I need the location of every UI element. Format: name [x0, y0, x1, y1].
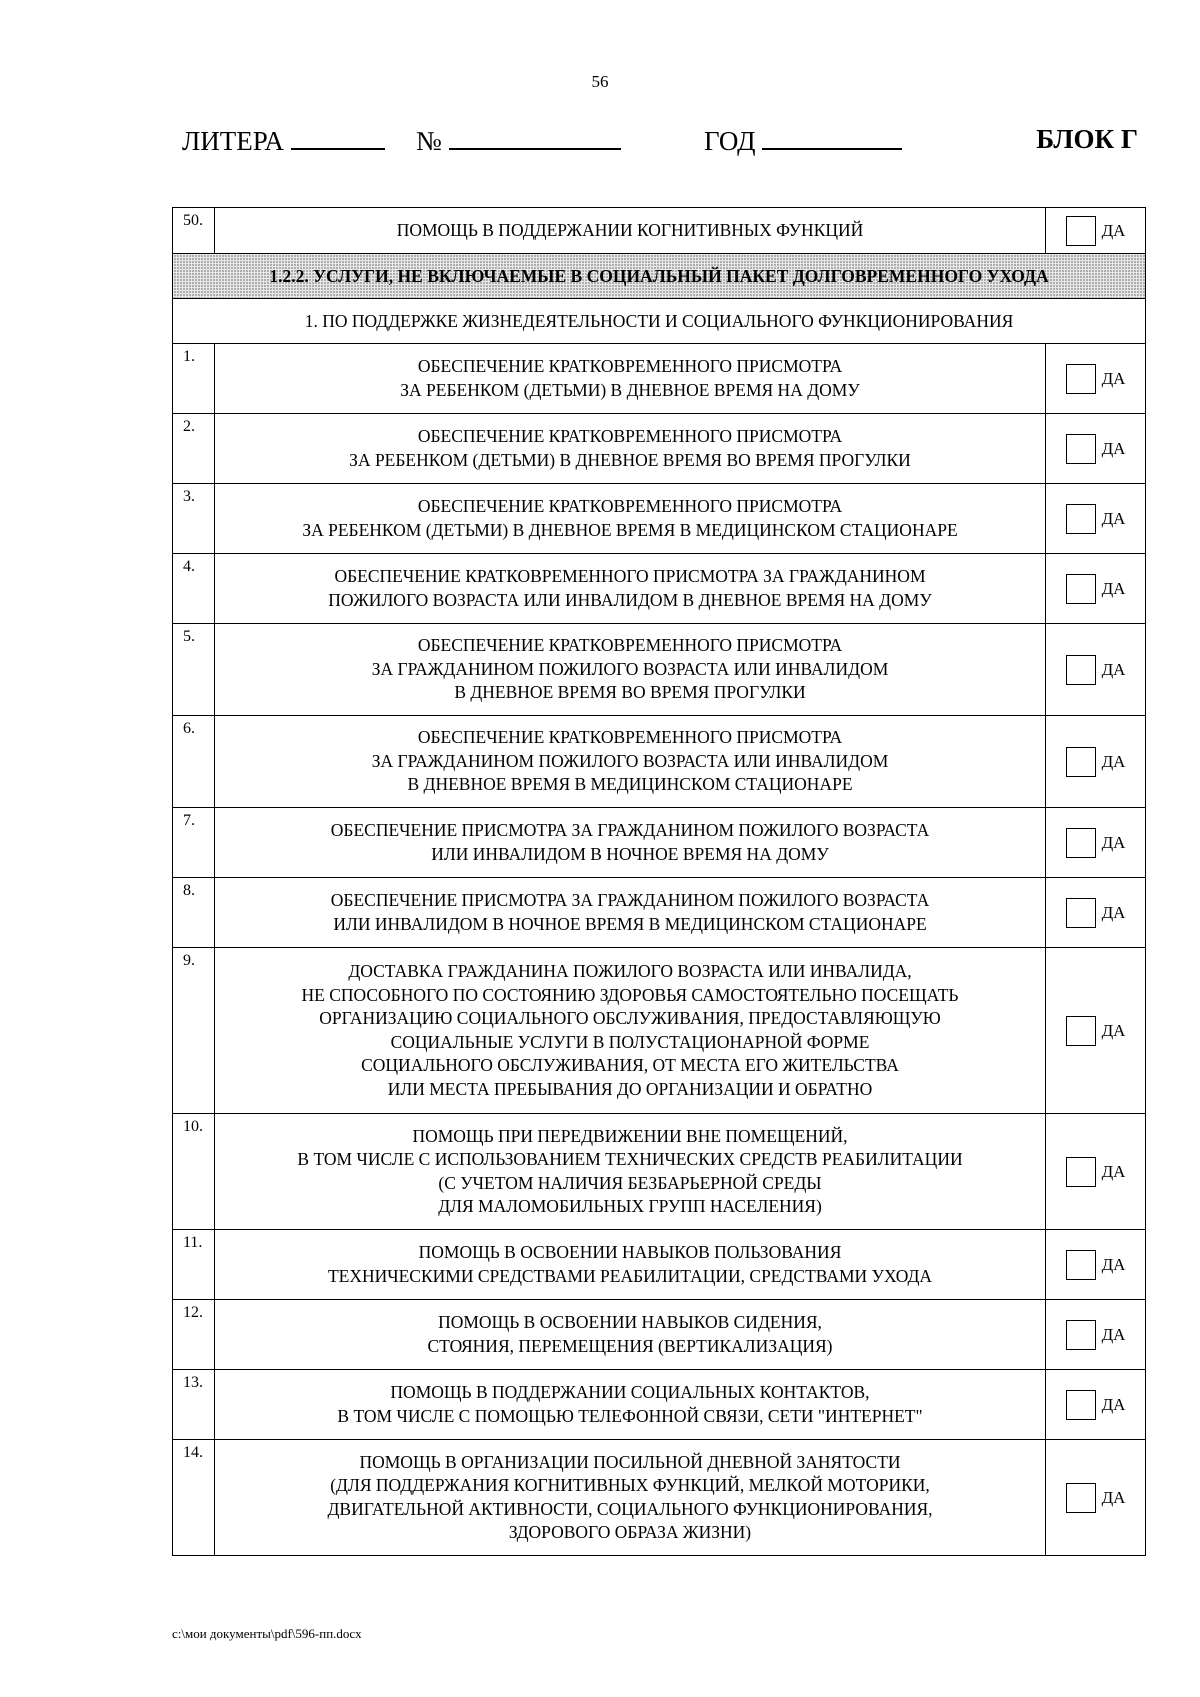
checkbox[interactable]: [1066, 1320, 1096, 1350]
row-number: 14.: [173, 1440, 215, 1556]
row-text-line: ОБЕСПЕЧЕНИЕ ПРИСМОТРА ЗА ГРАЖДАНИНОМ ПОЖИЛОГО ВОЗРАСТА: [330, 890, 930, 910]
checkbox[interactable]: [1066, 216, 1096, 246]
check-label: ДА: [1101, 832, 1126, 852]
row-number: 11.: [173, 1230, 215, 1300]
check-cell: [1046, 1114, 1146, 1230]
row-text-line: ОБЕСПЕЧЕНИЕ КРАТКОВРЕМЕННОГО ПРИСМОТРА ЗА ГРАЖДАНИНОМ: [334, 566, 926, 586]
row-text-line: ПОЖИЛОГО ВОЗРАСТА ИЛИ ИНВАЛИДОМ В ДНЕВНОЕ ВРЕМЯ НА ДОМУ: [328, 589, 932, 610]
number-field: [416, 124, 621, 157]
checkbox[interactable]: [1066, 1390, 1096, 1420]
row-text-line: ОБЕСПЕЧЕНИЕ КРАТКОВРЕМЕННОГО ПРИСМОТРА: [417, 727, 843, 748]
checkbox[interactable]: [1066, 504, 1096, 534]
row-number: 9.: [173, 948, 215, 1114]
row-number: 1.: [173, 344, 215, 414]
row-text-line: ДВИГАТЕЛЬНОЙ АКТИВНОСТИ, СОЦИАЛЬНОГО ФУНКЦИОНИРОВАНИЯ,: [327, 1498, 933, 1519]
checkbox[interactable]: [1066, 1016, 1096, 1046]
row-number: 2.: [173, 414, 215, 484]
row-text-line: ЗА РЕБЕНКОМ (ДЕТЬМИ) В ДНЕВНОЕ ВРЕМЯ НА ДОМУ: [400, 379, 860, 400]
check-label: ДА: [1101, 1324, 1126, 1344]
table-row: [173, 1230, 1146, 1300]
litera-field: [182, 124, 385, 157]
row-text-line: НЕ СПОСОБНОГО ПО СОСТОЯНИЮ ЗДОРОВЬЯ САМОСТОЯТЕЛЬНО ПОСЕЩАТЬ: [301, 984, 959, 1005]
row-number: 10.: [173, 1114, 215, 1230]
row-text-line: СОЦИАЛЬНЫЕ УСЛУГИ В ПОЛУСТАЦИОНАРНОЙ ФОРМЕ: [390, 1031, 870, 1052]
checkbox[interactable]: [1066, 747, 1096, 777]
row-text-line: ЗА РЕБЕНКОМ (ДЕТЬМИ) В ДНЕВНОЕ ВРЕМЯ В МЕДИЦИНСКОМ СТАЦИОНАРЕ: [302, 519, 958, 540]
row-text: [215, 948, 1046, 1114]
table-row: [173, 716, 1146, 808]
row-text-line: СТОЯНИЯ, ПЕРЕМЕЩЕНИЯ (ВЕРТИКАЛИЗАЦИЯ): [427, 1335, 833, 1356]
checkbox[interactable]: [1066, 655, 1096, 685]
check-cell: [1046, 1230, 1146, 1300]
subsection-row: [173, 299, 1146, 344]
year-label: ГОД: [704, 126, 756, 156]
row-number: 5.: [173, 624, 215, 716]
page-number: 56: [591, 72, 609, 91]
row-text-line: ДЛЯ МАЛОМОБИЛЬНЫХ ГРУПП НАСЕЛЕНИЯ): [438, 1196, 822, 1216]
check-label: ДА: [1101, 659, 1126, 679]
row-text: [215, 1370, 1046, 1440]
litera-label: ЛИТЕРА: [182, 126, 284, 156]
row-text-line: ЗДОРОВОГО ОБРАЗА ЖИЗНИ): [508, 1522, 752, 1542]
check-label: ДА: [1101, 1487, 1126, 1507]
row-text-line: ПОМОЩЬ В ОСВОЕНИИ НАВЫКОВ СИДЕНИЯ,: [438, 1312, 822, 1332]
subsection-title: 1. ПО ПОДДЕРЖКЕ ЖИЗНЕДЕЯТЕЛЬНОСТИ И СОЦИАЛЬНОГО ФУНКЦИОНИРОВАНИЯ: [173, 299, 1146, 344]
row-number: 8.: [173, 878, 215, 948]
row-text: [215, 1440, 1046, 1556]
check-cell: [1046, 484, 1146, 554]
row-text: ПОМОЩЬ В ПОДДЕРЖАНИИ КОГНИТИВНЫХ ФУНКЦИЙ: [215, 208, 1046, 254]
services-table: [172, 207, 1146, 1556]
row-text: [215, 1300, 1046, 1370]
table-row: [173, 1114, 1146, 1230]
check-label: ДА: [1101, 1394, 1126, 1414]
checkbox[interactable]: [1066, 898, 1096, 928]
row-text-line: ПОМОЩЬ В ОСВОЕНИИ НАВЫКОВ ПОЛЬЗОВАНИЯ: [418, 1242, 842, 1262]
check-cell: [1046, 1440, 1146, 1556]
table-row: [173, 554, 1146, 624]
check-cell: [1046, 624, 1146, 716]
check-cell: [1046, 808, 1146, 878]
check-label: ДА: [1101, 220, 1126, 240]
row-number: 4.: [173, 554, 215, 624]
checkbox[interactable]: [1066, 1157, 1096, 1187]
table-row: [173, 344, 1146, 414]
year-blank[interactable]: [762, 124, 902, 150]
row-text-line: ТЕХНИЧЕСКИМИ СРЕДСТВАМИ РЕАБИЛИТАЦИИ, СРЕДСТВАМИ УХОДА: [327, 1265, 933, 1286]
row-text-line: ЗА ГРАЖДАНИНОМ ПОЖИЛОГО ВОЗРАСТА ИЛИ ИНВАЛИДОМ: [371, 658, 889, 679]
check-label: ДА: [1101, 902, 1126, 922]
row-text-line: ИЛИ ИНВАЛИДОМ В НОЧНОЕ ВРЕМЯ НА ДОМУ: [431, 843, 829, 864]
row-text-line: ИЛИ ИНВАЛИДОМ В НОЧНОЕ ВРЕМЯ В МЕДИЦИНСКОМ СТАЦИОНАРЕ: [333, 913, 927, 934]
row-text: [215, 808, 1046, 878]
block-label: БЛОК Г: [1036, 124, 1138, 154]
checkbox[interactable]: [1066, 364, 1096, 394]
check-label: ДА: [1101, 508, 1126, 528]
row-text-line: ДОСТАВКА ГРАЖДАНИНА ПОЖИЛОГО ВОЗРАСТА ИЛИ ИНВАЛИДА,: [348, 961, 912, 981]
row-number: 7.: [173, 808, 215, 878]
table-row: [173, 1370, 1146, 1440]
document-header: [182, 124, 1140, 164]
row-text-line: ОБЕСПЕЧЕНИЕ КРАТКОВРЕМЕННОГО ПРИСМОТРА: [417, 426, 843, 446]
row-number: 13.: [173, 1370, 215, 1440]
row-text-line: ЗА РЕБЕНКОМ (ДЕТЬМИ) В ДНЕВНОЕ ВРЕМЯ ВО ВРЕМЯ ПРОГУЛКИ: [349, 449, 911, 470]
number-blank[interactable]: [449, 124, 621, 150]
check-label: ДА: [1101, 578, 1126, 598]
table-row: [173, 208, 1146, 254]
row-text: [215, 344, 1046, 414]
checkbox[interactable]: [1066, 574, 1096, 604]
year-field: [704, 124, 902, 157]
footer-path: c:\мои документы\pdf\596-пп.docx: [172, 1626, 362, 1641]
check-cell: [1046, 414, 1146, 484]
check-label: ДА: [1101, 1161, 1126, 1181]
table-row: [173, 878, 1146, 948]
row-text-line: ОБЕСПЕЧЕНИЕ КРАТКОВРЕМЕННОГО ПРИСМОТРА: [417, 635, 843, 656]
row-text: [215, 414, 1046, 484]
row-text-line: ПОМОЩЬ ПРИ ПЕРЕДВИЖЕНИИ ВНЕ ПОМЕЩЕНИЙ,: [412, 1125, 848, 1146]
check-cell: [1046, 344, 1146, 414]
row-text-line: ПОМОЩЬ В ПОДДЕРЖАНИИ СОЦИАЛЬНЫХ КОНТАКТОВ,: [390, 1382, 870, 1402]
number-label: №: [416, 126, 442, 156]
row-text-line: (С УЧЕТОМ НАЛИЧИЯ БЕЗБАРЬЕРНОЙ СРЕДЫ: [438, 1172, 822, 1193]
check-cell: [1046, 878, 1146, 948]
section-title: 1.2.2. УСЛУГИ, НЕ ВКЛЮЧАЕМЫЕ В СОЦИАЛЬНЫЙ ПАКЕТ ДОЛГОВРЕМЕННОГО УХОДА: [173, 254, 1146, 299]
row-number: 50.: [173, 208, 215, 254]
check-cell: [1046, 208, 1146, 254]
row-text-line: (ДЛЯ ПОДДЕРЖАНИЯ КОГНИТИВНЫХ ФУНКЦИЙ, МЕЛКОЙ МОТОРИКИ,: [330, 1475, 930, 1495]
row-text-line: ИЛИ МЕСТА ПРЕБЫВАНИЯ ДО ОРГАНИЗАЦИИ И ОБРАТНО: [387, 1078, 873, 1099]
row-text: [215, 554, 1046, 624]
row-text-line: СОЦИАЛЬНОГО ОБСЛУЖИВАНИЯ, ОТ МЕСТА ЕГО ЖИТЕЛЬСТВА: [361, 1055, 899, 1075]
section-row: [173, 254, 1146, 299]
row-text-line: ЗА ГРАЖДАНИНОМ ПОЖИЛОГО ВОЗРАСТА ИЛИ ИНВАЛИДОМ: [371, 750, 889, 771]
row-text-line: ОБЕСПЕЧЕНИЕ ПРИСМОТРА ЗА ГРАЖДАНИНОМ ПОЖИЛОГО ВОЗРАСТА: [330, 820, 930, 840]
row-text-line: ОБЕСПЕЧЕНИЕ КРАТКОВРЕМЕННОГО ПРИСМОТРА: [417, 356, 843, 376]
row-number: 3.: [173, 484, 215, 554]
row-number: 12.: [173, 1300, 215, 1370]
table-row: [173, 808, 1146, 878]
row-text: [215, 1114, 1046, 1230]
check-label: ДА: [1101, 751, 1126, 771]
row-text: [215, 878, 1046, 948]
check-cell: [1046, 1370, 1146, 1440]
check-label: ДА: [1101, 1020, 1126, 1040]
check-label: ДА: [1101, 1254, 1126, 1274]
table-row: [173, 948, 1146, 1114]
row-text: [215, 624, 1046, 716]
row-text: [215, 1230, 1046, 1300]
row-text: [215, 484, 1046, 554]
table-row: [173, 1300, 1146, 1370]
check-cell: [1046, 554, 1146, 624]
checkbox[interactable]: [1066, 1483, 1096, 1513]
row-number: 6.: [173, 716, 215, 808]
row-text-line: В ДНЕВНОЕ ВРЕМЯ В МЕДИЦИНСКОМ СТАЦИОНАРЕ: [407, 774, 853, 795]
litera-blank[interactable]: [291, 124, 385, 150]
check-cell: [1046, 948, 1146, 1114]
row-text-line: ПОМОЩЬ В ОРГАНИЗАЦИИ ПОСИЛЬНОЙ ДНЕВНОЙ ЗАНЯТОСТИ: [359, 1451, 901, 1472]
check-label: ДА: [1101, 438, 1126, 458]
row-text: [215, 716, 1046, 808]
row-text-line: В ДНЕВНОЕ ВРЕМЯ ВО ВРЕМЯ ПРОГУЛКИ: [454, 682, 806, 703]
checkbox[interactable]: [1066, 1250, 1096, 1280]
row-text-line: ОРГАНИЗАЦИЮ СОЦИАЛЬНОГО ОБСЛУЖИВАНИЯ, ПРЕДОСТАВЛЯЮЩУЮ: [319, 1008, 941, 1028]
table-row: [173, 624, 1146, 716]
table-row: [173, 484, 1146, 554]
check-label: ДА: [1101, 368, 1126, 388]
checkbox[interactable]: [1066, 434, 1096, 464]
table-row: [173, 1440, 1146, 1556]
row-text-line: В ТОМ ЧИСЛЕ С ИСПОЛЬЗОВАНИЕМ ТЕХНИЧЕСКИХ СРЕДСТВ РЕАБИЛИТАЦИИ: [297, 1149, 963, 1169]
check-cell: [1046, 1300, 1146, 1370]
checkbox[interactable]: [1066, 828, 1096, 858]
check-cell: [1046, 716, 1146, 808]
table-row: [173, 414, 1146, 484]
row-text-line: В ТОМ ЧИСЛЕ С ПОМОЩЬЮ ТЕЛЕФОННОЙ СВЯЗИ, СЕТИ "ИНТЕРНЕТ": [337, 1405, 923, 1426]
row-text-line: ОБЕСПЕЧЕНИЕ КРАТКОВРЕМЕННОГО ПРИСМОТРА: [417, 496, 843, 516]
